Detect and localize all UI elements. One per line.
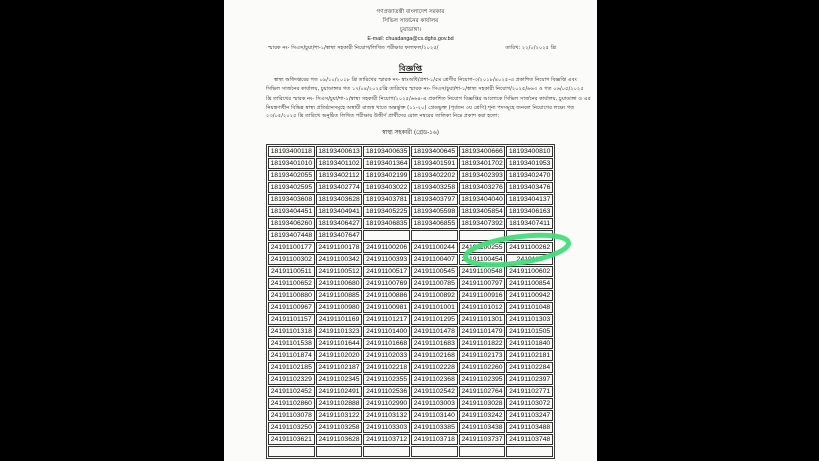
table-cell: 18193402199 [363,170,410,181]
table-cell: 24191101840 [506,338,553,349]
district-heading: চুয়াডাঙ্গা। [399,27,421,33]
table-cell: 24191102368 [411,374,458,385]
table-cell: 24191103718 [411,434,458,445]
table-cell: 18193402055 [268,170,315,181]
table-cell: 24191101012 [459,302,506,313]
table-cell: 18193403276 [459,182,506,193]
table-cell: 24191103438 [459,422,506,433]
table-cell-cutoff [506,446,553,457]
notice-body-line: ২৩/০৫/২০২৫ খ্রি তারিখে অনুষ্ঠিত লিখিত পরীক্ষায় উত্তীর্ণ প্রার্থীদের রোল নম্বরের তালিকা নিম্নে প্রকাশ করা হলো: [266,113,500,119]
table-cell: 24191102542 [411,386,458,397]
table-cell: 24191103072 [506,398,553,409]
table-cell: 24191101644 [316,338,363,349]
table-cell: 24191101822 [459,338,506,349]
table-cell: 24191103621 [268,434,315,445]
table-cell [459,230,506,241]
table-cell: 18193407647 [316,230,363,241]
table-cell: 24191100262 [506,242,553,253]
table-cell: 24191102860 [268,398,315,409]
table-cell: 24191100178 [316,242,363,253]
table-cell: 24191100880 [268,290,315,301]
table-cell: 24191100244 [411,242,458,253]
table-cell: 24191100517 [363,266,410,277]
table-cell: 24191101400 [363,326,410,337]
table-cell [411,230,458,241]
table-cell: 24191101505 [506,326,553,337]
table-cell: 24191102536 [363,386,410,397]
table-cell: 18193403781 [363,194,410,205]
table-cell: 24191101295 [411,314,458,325]
table-cell: 24191100206 [363,242,410,253]
table-cell: 24191101538 [268,338,315,349]
table-cell: 24191103712 [363,434,410,445]
table-cell: 24191103140 [411,410,458,421]
table-cell: 24191103303 [363,422,410,433]
table-cell: 18193403628 [316,194,363,205]
table-cell: 24191101478 [411,326,458,337]
table-cell: 24191100680 [316,278,363,289]
table-cell: 18193404451 [268,206,315,217]
table-cell-cutoff [316,446,363,457]
table-cell: 24191103003 [411,398,458,409]
table-cell: 18193400666 [459,146,506,157]
table-cell: 18193404941 [316,206,363,217]
table-cell: 24191101217 [363,314,410,325]
table-cell: 24191102284 [506,362,553,373]
table-cell: 24191100916 [459,290,506,301]
table-cell: 18193400645 [411,146,458,157]
table-cell: 18193401591 [411,158,458,169]
table-cell: 18193406260 [268,218,315,229]
table-cell: 18193403608 [268,194,315,205]
table-cell: 18193401102 [316,158,363,169]
table-cell: 24191100602 [506,266,553,277]
table-cell: 24191100892 [411,290,458,301]
notice-body-line: খ্রি তারিখের স্মারক নং- সিএস/চুয়া/শা-১/স্বাস্থ্য সহকারী নিয়োগ/২০২৫/৬৬৪-এ প্রকাশিত নিয়োগ বিজ্ঞপ্তির আলোকে সিভিল সার্জনের কার্যালয়, চুয়াডাঙ্গা ও এর [266,96,591,102]
table-cell: 18193402112 [316,170,363,181]
table-cell: 18193403797 [411,194,458,205]
table-cell: 24191100177 [268,242,315,253]
table-cell: 24191101157 [268,314,315,325]
memo-date: তারিখ: ২২/০/২০২৫ খ্রি [505,45,556,51]
table-cell: 24191101318 [268,326,315,337]
table-cell: 24191102033 [363,350,410,361]
table-cell: 18193401010 [268,158,315,169]
table-cell-cutoff [411,446,458,457]
table-cell: 24191102173 [459,350,506,361]
table-cell: 18193403022 [363,182,410,193]
table-cell: 24191101874 [268,350,315,361]
table-cell: 24191102491 [316,386,363,397]
table-cell: 24191102168 [411,350,458,361]
table-cell: 24191100548 [459,266,506,277]
table-cell: 24191102771 [506,386,553,397]
table-cell: 18193400613 [316,146,363,157]
table-cell: 24191100981 [363,302,410,313]
table-cell: 24191102329 [268,374,315,385]
table-cell: 24191103737 [459,434,506,445]
table-cell: 24191102452 [268,386,315,397]
table-cell-cutoff [268,446,315,457]
table-cell: 2419110 [506,254,553,265]
table-cell: 24191100545 [411,266,458,277]
table-cell: 18193401364 [363,158,410,169]
table-cell: 24191102187 [316,362,363,373]
table-cell: 18193406835 [363,218,410,229]
roll-number-table [266,144,555,459]
table-cell: 18193402595 [268,182,315,193]
table-cell: 24191100652 [268,278,315,289]
table-cell: 18193405598 [411,206,458,217]
table-cell: 18193406427 [316,218,363,229]
notice-body-line: স্বাস্থ্য অধিদপ্তরের গত ০৯/১০/২০১৮ খ্রি তারিখের স্মারক নং- স্বাঃঅধি/প্রশা-১/৫ম শ্রেণীর নিয়োগ-৩/২০১৮/৪০২৫-এ প্রকাশিত নিয়োগ বিজ্ঞপ্তি এবং [274,77,577,83]
table-cell: 18193400810 [506,146,553,157]
table-cell: 18193407448 [268,230,315,241]
notice-body-line: সিভিল সার্জনের কার্যালয়, চুয়াডাঙ্গার গত ১৭/০৪/২০২৫খ্রি তারিখের স্মারক নং- সিএস/চুয়া/শা-১/স্বাস্থ্য সহকারী নিয়োগ/২০২৫/৬৬৩ ও গত ০৬/০৫/২০২৫ [266,86,584,92]
table-cell: 18193401953 [506,158,553,169]
table-cell: 24191100854 [506,278,553,289]
table-cell: 24191102395 [459,374,506,385]
table-cell [506,230,553,241]
table-cell: 18193405854 [459,206,506,217]
table-cell: 18193402774 [316,182,363,193]
table-cell: 24191103628 [316,434,363,445]
table-cell: 24191102260 [459,362,506,373]
table-cell: 18193402202 [411,170,458,181]
table-cell: 24191101169 [316,314,363,325]
table-cell: 24191103385 [411,422,458,433]
table-cell: 24191102185 [268,362,315,373]
table-cell: 24191100511 [268,266,315,277]
table-cell: 24191102218 [363,362,410,373]
table-cell: 24191100769 [363,278,410,289]
table-cell: 24191101479 [459,326,506,337]
table-cell: 24191102888 [316,398,363,409]
table-cell: 24191100342 [316,254,363,265]
table-cell: 18193402393 [459,170,506,181]
table-cell: 24191102990 [363,398,410,409]
table-cell-cutoff [459,446,506,457]
table-cell: 24191100255 [459,242,506,253]
table-cell-cutoff [363,446,410,457]
table-cell: 24191101668 [363,338,410,349]
office-heading: সিভিল সার্জনের কার্যালয় [382,18,439,24]
table-cell: 18193403476 [506,182,553,193]
table-cell: 24191102764 [459,386,506,397]
table-cell: 18193400118 [268,146,315,157]
table-cell: 24191101301 [459,314,506,325]
table-cell: 24191100785 [411,278,458,289]
table-cell: 24191100942 [506,290,553,301]
table-cell: 24191103247 [506,410,553,421]
table-cell: 24191100393 [363,254,410,265]
table-cell: 24191100886 [363,290,410,301]
table-cell: 24191103748 [506,434,553,445]
government-heading: গণপ্রজাতন্ত্রী বাংলাদেশ সরকার [376,9,445,15]
table-cell: 24191103250 [268,422,315,433]
table-cell [363,230,410,241]
table-cell: 24191103078 [268,410,315,421]
table-cell: 24191100407 [411,254,458,265]
table-cell: 24191100980 [316,302,363,313]
table-cell: 24191102228 [411,362,458,373]
table-cell: 18193404040 [459,194,506,205]
table-cell: 24191103028 [459,398,506,409]
table-cell: 24191100302 [268,254,315,265]
table-cell: 18193400635 [363,146,410,157]
table-cell: 18193403258 [411,182,458,193]
table-caption: স্বাস্থ্য সহকারী (গ্রেড-১৬) [382,130,439,136]
table-cell: 24191101303 [506,314,553,325]
table-cell: 24191101048 [506,302,553,313]
table-cell: 24191102397 [506,374,553,385]
table-cell: 24191102345 [316,374,363,385]
table-cell: 18193406855 [411,218,458,229]
notice-title: বিজ্ঞপ্তি [398,64,423,73]
table-cell: 24191103242 [459,410,506,421]
table-cell: 24191100967 [268,302,315,313]
table-cell: 24191103488 [506,422,553,433]
table-cell: 18193404137 [506,194,553,205]
table-cell: 24191101683 [411,338,458,349]
table-cell: 24191102355 [363,374,410,385]
table-cell: 18193402470 [506,170,553,181]
table-cell: 24191101001 [411,302,458,313]
table-cell: 18193407411 [506,218,553,229]
memo-number: স্মারক নং- সিএস/চুয়া/শা-১/স্বাস্থ্য সহকারী নিয়োগ/লিখিত পরীক্ষার ফলাফল/২০২৫/ [268,45,439,51]
table-cell: 24191103132 [363,410,410,421]
table-cell: 24191100512 [316,266,363,277]
table-cell: 24191102181 [506,350,553,361]
table-cell: 24191102020 [316,350,363,361]
document-page [224,0,597,461]
table-cell: 24191103258 [316,422,363,433]
table-cell: 18193401702 [459,158,506,169]
table-cell: 24191100454 [459,254,506,265]
table-cell: 18193406163 [506,206,553,217]
table-cell: 24191100797 [459,278,506,289]
office-email: E-mail: chuadanga@cs.dghs.gov.bd [367,36,454,42]
notice-body-line: নিয়ন্ত্রণাধীন বিভিন্ন স্বাস্থ্য প্রতিষ্ঠানসমূহে অস্থায়ী রাজস্ব খাতে অন্তর্ভুক্ত (১১-২০) গ্রেডভুক্ত (পূর্বতন ৩য় শ্রেণি) শূন্য পদসমূহে জনবল নিয়োগের লক্ষ্যে গত [266,105,575,111]
table-cell: 18193405225 [363,206,410,217]
table-cell: 24191101323 [316,326,363,337]
table-cell: 24191100885 [316,290,363,301]
table-cell: 18193407392 [459,218,506,229]
table-cell: 24191103122 [316,410,363,421]
